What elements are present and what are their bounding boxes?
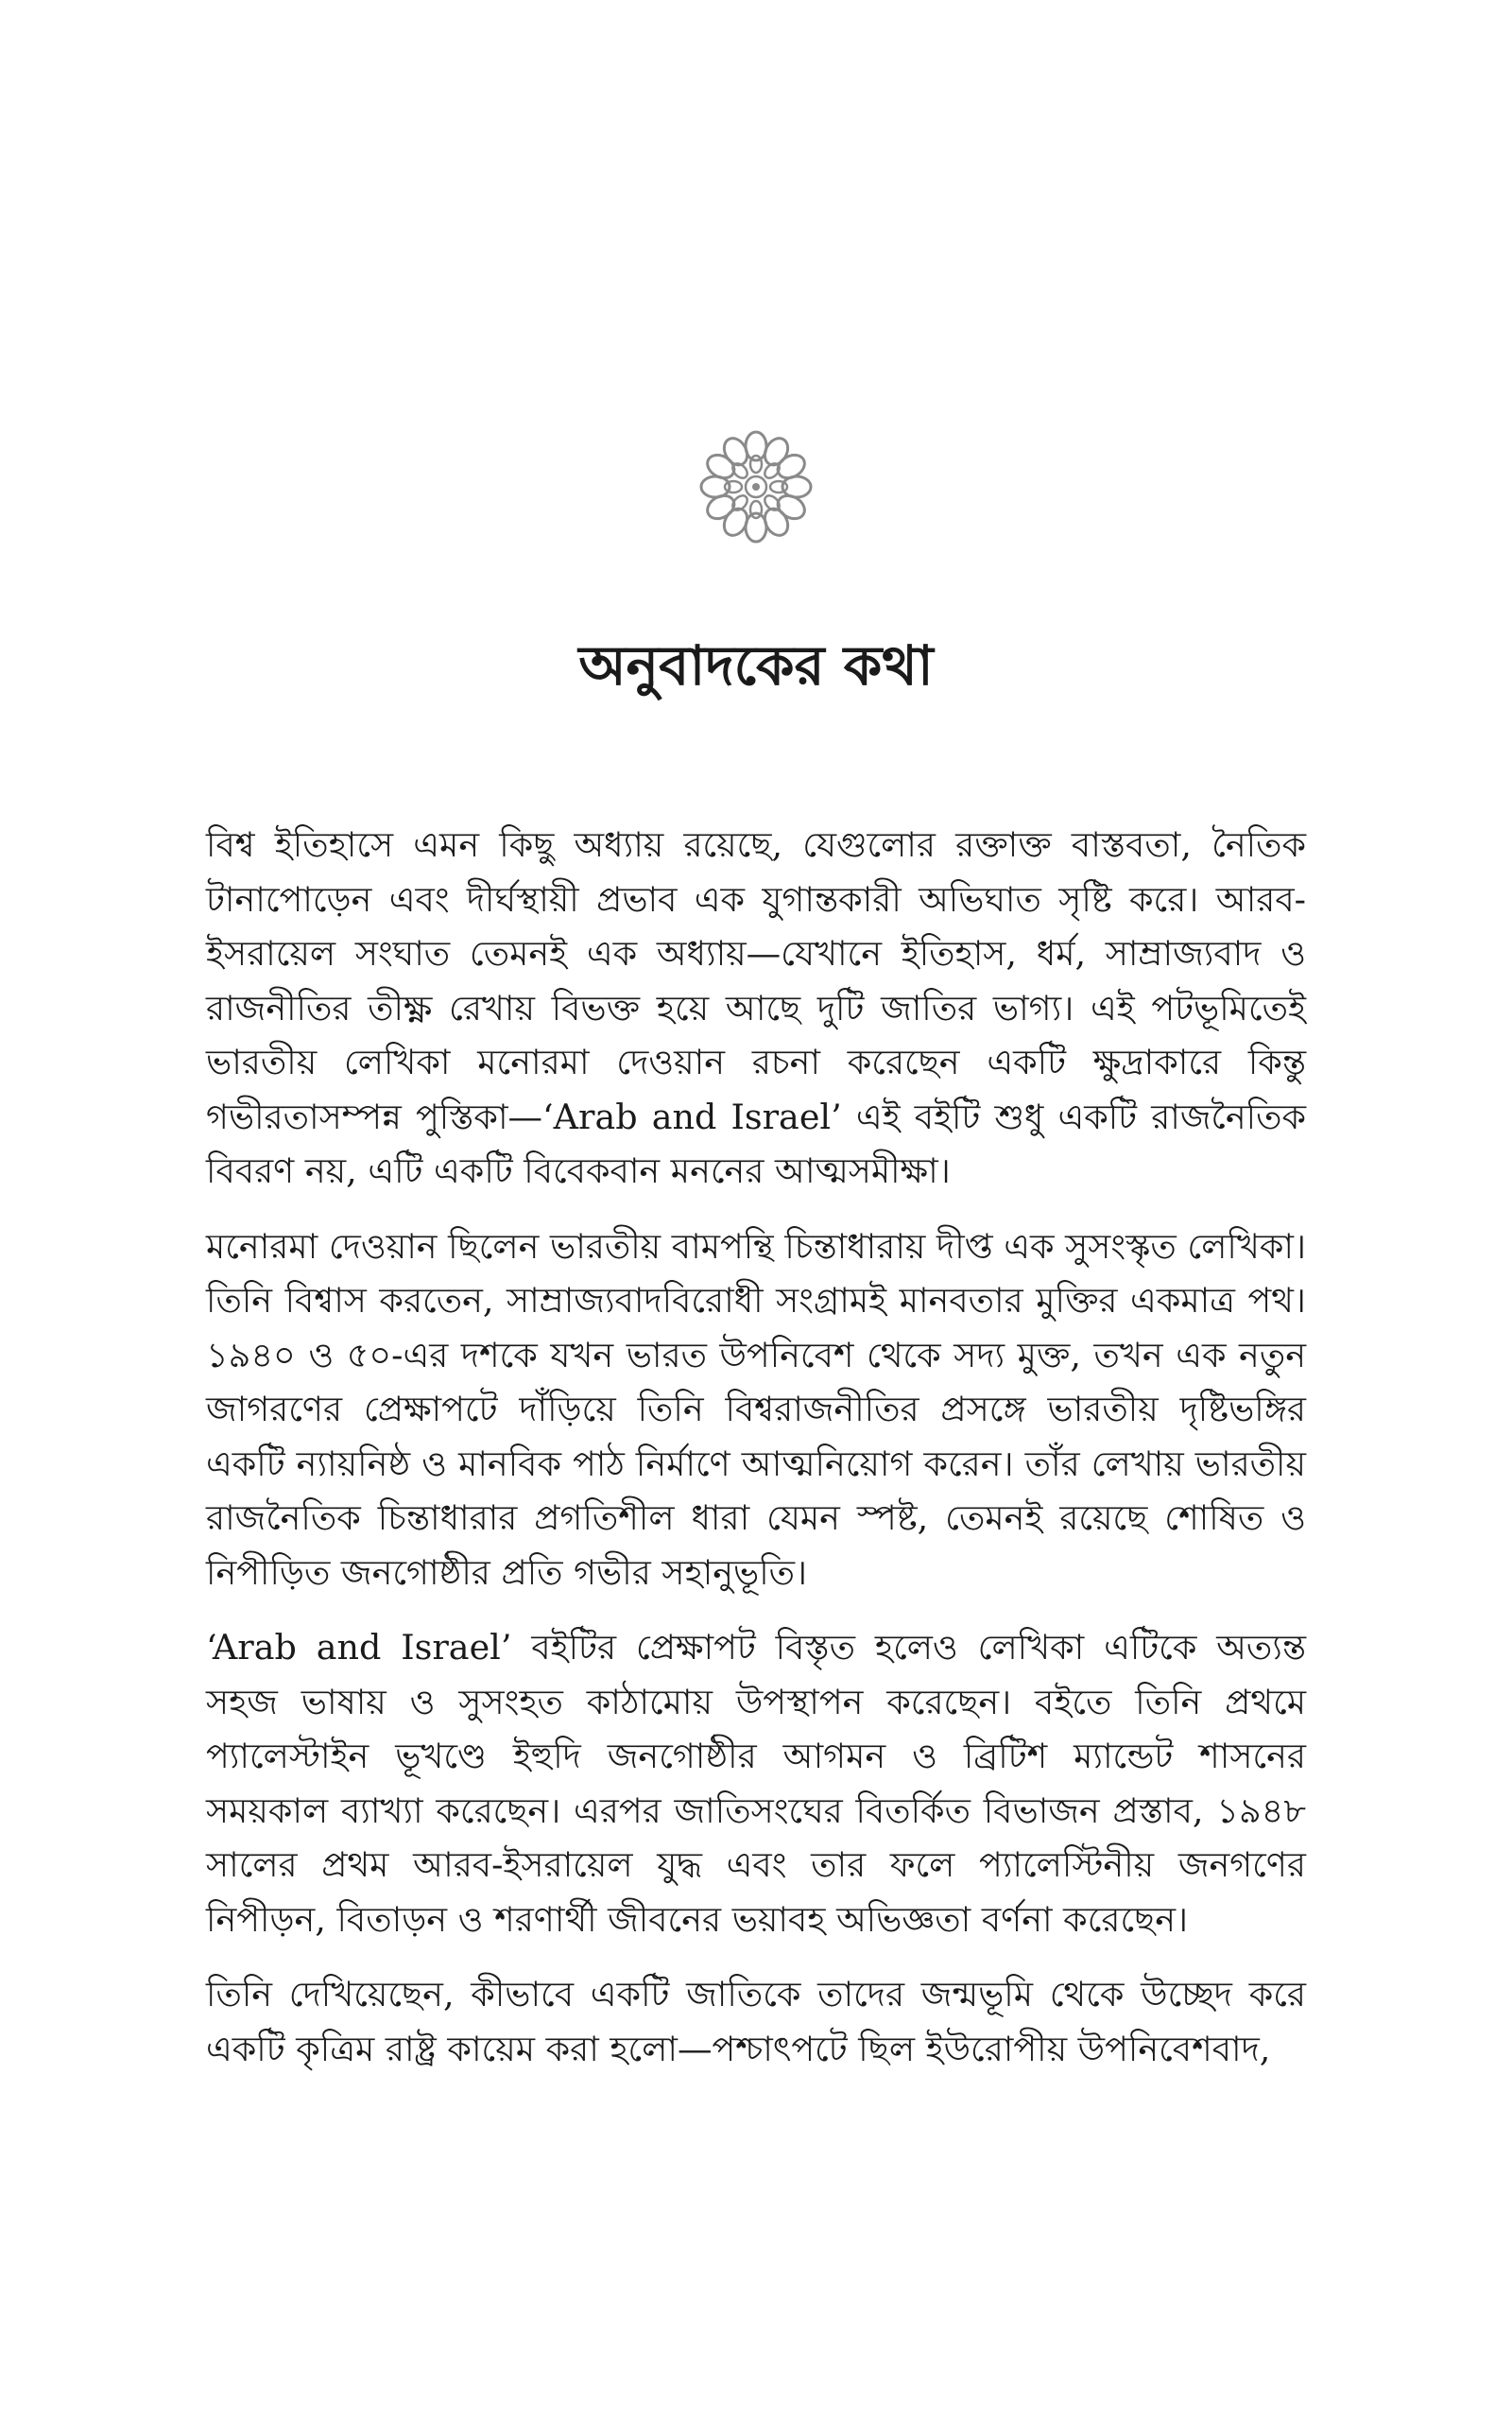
paragraph: তিনি দেখিয়েছেন, কীভাবে একটি জাতিকে তাদের জন্মভূমি থেকে উচ্ছেদ করে একটি কৃত্রিম রাষ্ট্র কায়েম করা হলো—পশ্চাৎপটে ছিল ইউরোপীয় উপনিবেশবাদ, bbox=[206, 1974, 1306, 2069]
chapter-title: অনুবাদকের কথা bbox=[578, 633, 934, 698]
paragraph: বিশ্ব ইতিহাসে এমন কিছু অধ্যায় রয়েছে, যেগুলোর রক্তাক্ত বাস্তবতা, নৈতিক টানাপোড়েন এবং দীর্ঘস্থায়ী প্রভাব এক যুগান্তকারী অভিঘাত সৃষ্টি করে। আরব-ইসরায়েল সংঘাত তেমনই এক অধ্যায়—যেখানে ইতিহাস, ধর্ম, সাম্রাজ্যবাদ ও রাজনীতির তীক্ষ্ণ রেখায় বিভক্ত হয়ে আছে দুটি জাতির ভাগ্য। এই পটভূমিতেই ভারতীয় লেখিকা মনোরমা দেওয়ান রচনা করেছেন একটি ক্ষুদ্রাকারে কিন্তু গভীরতাসম্পন্ন পুস্তিকা—‘Arab and Israel’ এই বইটি শুধু একটি রাজনৈতিক বিবরণ নয়, এটি একটি বিবেকবান মননের আত্মসমীক্ষা। bbox=[206, 824, 1306, 1191]
paragraph: ‘Arab and Israel’ বইটির প্রেক্ষাপট বিস্তৃত হলেও লেখিকা এটিকে অত্যন্ত সহজ ভাষায় ও সুসংহত কাঠামোয় উপস্থাপন করেছেন। বইতে তিনি প্রথমে প্যালেস্টাইন ভূখণ্ডে ইহুদি জনগোষ্ঠীর আগমন ও ব্রিটিশ ম্যান্ডেট শাসনের সময়কাল ব্যাখ্যা করেছেন। এরপর জাতিসংঘের বিতর্কিত বিভাজন প্রস্তাব, ১৯৪৮ সালের প্রথম আরব-ইসরায়েল যুদ্ধ এবং তার ফলে প্যালেস্টিনীয় জনগণের নিপীড়ন, বিতাড়ন ও শরণার্থী জীবনের ভয়াবহ অভিজ্ঞতা বর্ণনা করেছেন। bbox=[206, 1627, 1306, 1940]
circular-floral-ornament-icon bbox=[699, 430, 813, 544]
paragraph: মনোরমা দেওয়ান ছিলেন ভারতীয় বামপন্থি চিন্তাধারায় দীপ্ত এক সুসংস্কৃত লেখিকা। তিনি বিশ্বাস করতেন, সাম্রাজ্যবাদবিরোধী সংগ্রামই মানবতার মুক্তির একমাত্র পথ। ১৯৪০ ও ৫০-এর দশকে যখন ভারত উপনিবেশ থেকে সদ্য মুক্ত, তখন এক নতুন জাগরণের প্রেক্ষাপটে দাঁড়িয়ে তিনি বিশ্বরাজনীতির প্রসঙ্গে ভারতীয় দৃষ্টিভঙ্গির একটি ন্যায়নিষ্ঠ ও মানবিক পাঠ নির্মাণে আত্মনিয়োগ করেন। তাঁর লেখায় ভারতীয় রাজনৈতিক চিন্তাধারার প্রগতিশীল ধারা যেমন স্পষ্ট, তেমনই রয়েছে শোষিত ও নিপীড়িত জনগোষ্ঠীর প্রতি গভীর সহানুভূতি। bbox=[206, 1225, 1306, 1593]
body-text bbox=[206, 818, 1306, 2097]
